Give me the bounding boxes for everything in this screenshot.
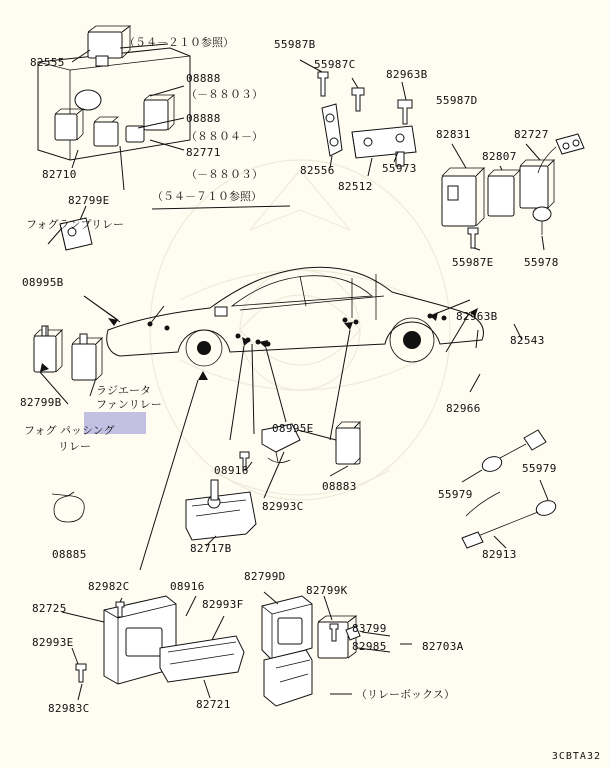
part-label-82966: 82966 [446, 402, 481, 415]
part-label-55973: 55973 [382, 162, 417, 175]
note-54-210: （５４－２１０参照） [124, 36, 234, 49]
part-label-08995E: 08995E [272, 422, 314, 435]
part-label-82725: 82725 [32, 602, 67, 615]
part-label-82556: 82556 [300, 164, 335, 177]
part-label-82799B: 82799B [20, 396, 62, 409]
note-8803-1: （－８８０３） [186, 88, 263, 101]
part-label-55987B: 55987B [274, 38, 316, 51]
part-label-82831: 82831 [436, 128, 471, 141]
group-bottom-assembly [76, 596, 360, 706]
part-label-55979-right: 55979 [522, 462, 557, 475]
part-label-08888-2: 08888 [186, 112, 221, 125]
label-radiator-fan-relay-line1: ラジエータ [96, 384, 151, 397]
diagram-footer-code: 3CBTA32 [551, 751, 601, 762]
part-label-82993F: 82993F [202, 598, 244, 611]
part-label-08888-1: 08888 [186, 72, 221, 85]
part-label-83799: 83799 [352, 622, 387, 635]
part-label-55978: 55978 [524, 256, 559, 269]
watermark [150, 160, 450, 500]
label-fog-lamp-relay: フォグランプリレー [26, 218, 125, 231]
part-label-82799E: 82799E [68, 194, 110, 207]
group-top-middle-parts [318, 72, 416, 166]
part-label-82710: 82710 [42, 168, 77, 181]
car-silhouette [107, 267, 484, 366]
part-label-82913: 82913 [482, 548, 517, 561]
part-label-82983C: 82983C [48, 702, 90, 715]
part-label-82703A: 82703A [422, 640, 464, 653]
part-label-55987E: 55987E [452, 256, 494, 269]
part-label-82543: 82543 [510, 334, 545, 347]
part-label-82721: 82721 [196, 698, 231, 711]
part-label-82993C: 82993C [262, 500, 304, 513]
part-label-82771: 82771 [186, 146, 221, 159]
part-label-82727: 82727 [514, 128, 549, 141]
part-label-08883: 08883 [322, 480, 357, 493]
part-label-82807: 82807 [482, 150, 517, 163]
part-label-82985: 82985 [352, 640, 387, 653]
label-fog-passing-relay-line2: リレー [58, 440, 91, 453]
note-relay-box: （リレーボックス） [356, 688, 455, 701]
note-54-710: （５４－７１０参照） [152, 190, 262, 203]
part-label-55987C: 55987C [314, 58, 356, 71]
part-label-82982C: 82982C [88, 580, 130, 593]
part-label-55979-left: 55979 [438, 488, 473, 501]
label-fog-passing-relay-line1: フォグ パッシング [24, 424, 115, 437]
part-label-82963B-top: 82963B [386, 68, 428, 81]
part-label-82799D: 82799D [244, 570, 286, 583]
part-label-82717B: 82717B [190, 542, 232, 555]
part-label-82512: 82512 [338, 180, 373, 193]
part-label-82799K: 82799K [306, 584, 348, 597]
part-label-82555: 82555 [30, 56, 65, 69]
part-label-08916-mid: 08916 [214, 464, 249, 477]
part-label-08916-bot: 08916 [170, 580, 205, 593]
part-label-55987D: 55987D [436, 94, 478, 107]
part-label-08995B: 08995B [22, 276, 64, 289]
note-8803-2: （－８８０３） [186, 168, 263, 181]
part-label-82963B-mid: 82963B [456, 310, 498, 323]
part-label-82993E: 82993E [32, 636, 74, 649]
note-8804-1: （８８０４－） [186, 130, 263, 143]
label-radiator-fan-relay-line2: ファンリレー [96, 398, 162, 411]
part-label-08885: 08885 [52, 548, 87, 561]
